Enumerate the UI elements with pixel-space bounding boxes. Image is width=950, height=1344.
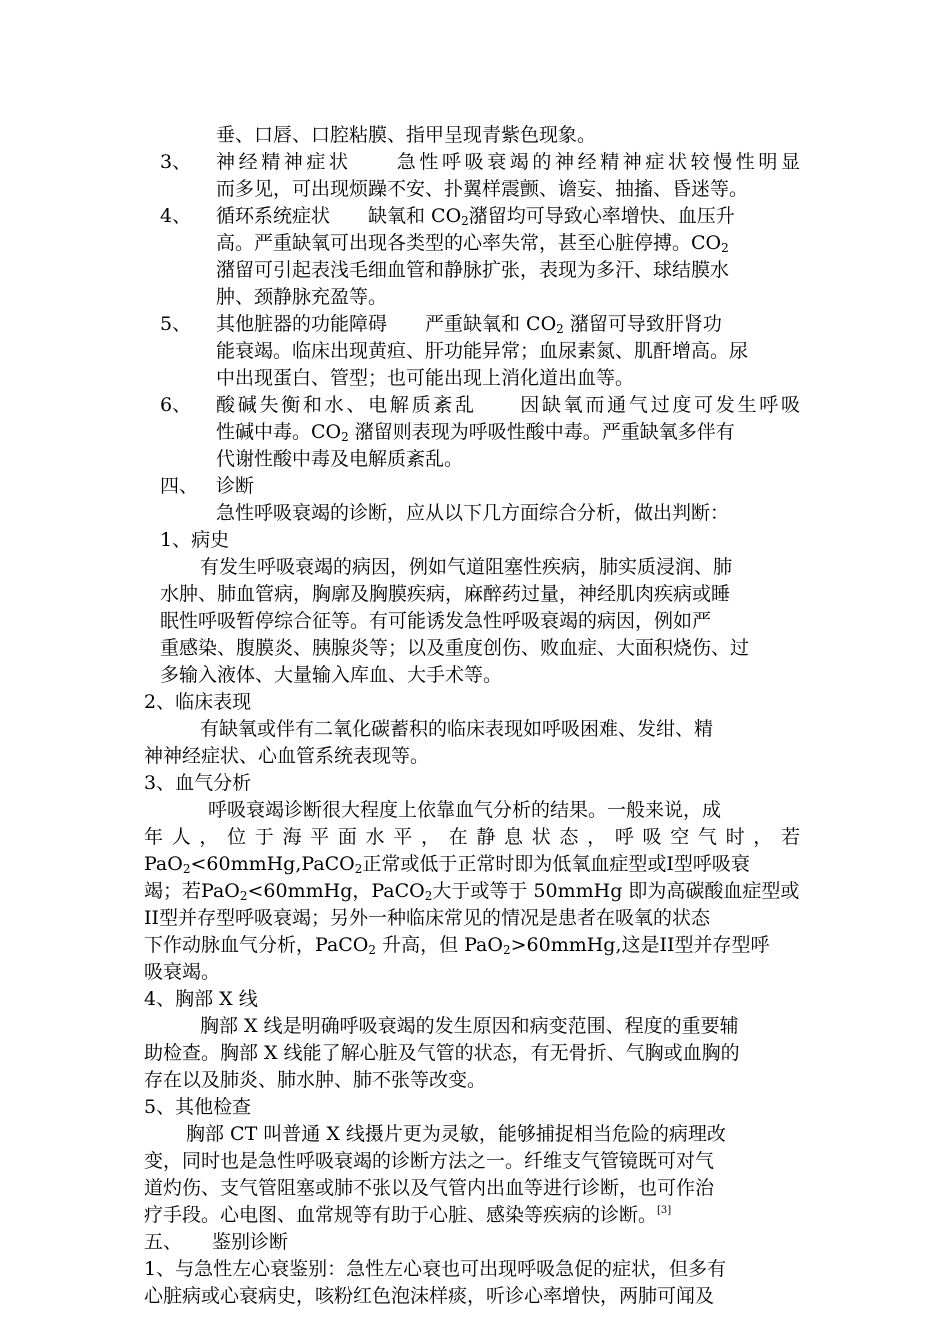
symptom-heading-organs: 其他脏器的功能障碍 严重缺氧和 $CO_2$ 潴留可导致肝肾功 [216, 313, 722, 336]
section-title-diagnosis: 诊断 [216, 475, 255, 497]
paragraph-line: 助检查。胸部 X 线能了解心脏及气管的状态，有无骨折、气胸或血胸的 [144, 1042, 740, 1064]
subsection-heading: 3、血气分析 [144, 772, 252, 794]
symptom-heading-acidbase: 酸碱失衡和水、电解质紊乱 因缺氧而通气过度可发生呼吸 [216, 394, 800, 416]
paragraph-line: 神神经症状、心血管系统表现等。 [144, 745, 430, 767]
subsection-heading: 4、胸部 X 线 [144, 988, 258, 1010]
paragraph-line: 胸部 CT 叫普通 X 线摄片更为灵敏，能够捕捉相当危险的病理改 [186, 1123, 726, 1145]
paragraph-line: 道灼伤、支气管阻塞或肺不张以及气管内出血等进行诊断，也可作治 [144, 1177, 715, 1199]
paragraph-line: 垂、口唇、口腔粘膜、指甲呈现青紫色现象。 [216, 124, 597, 146]
paragraph-line: 肿、颈静脉充盈等。 [216, 286, 388, 308]
paragraph-line: 高。严重缺氧可出现各类型的心率失常，甚至心脏停搏。$CO_2$ [216, 232, 729, 255]
paragraph-line: 呼吸衰竭诊断很大程度上依靠血气分析的结果。一般来说，成 [208, 799, 722, 821]
paragraph-line: 疗手段。心电图、血常规等有助于心脏、感染等疾病的诊断。[3] [144, 1204, 672, 1226]
paragraph-line: 多输入液体、大量输入库血、大手术等。 [160, 664, 503, 686]
paragraph-line: 竭；若PaO$_2$<60mmHg，PaCO$_2$大于或等于 50mmHg 即为高碳酸血症型或 [144, 880, 800, 903]
paragraph-line: 吸衰竭。 [144, 961, 221, 983]
list-number: 5、 [160, 313, 192, 335]
subsection-heading: 1、病史 [160, 529, 230, 551]
subsection-heading: 5、其他检查 [144, 1096, 252, 1118]
paragraph-line: 重感染、腹膜炎、胰腺炎等；以及重度创伤、败血症、大面积烧伤、过 [160, 637, 750, 659]
section-number: 五、 [144, 1231, 183, 1253]
paragraph-line: 能衰竭。临床出现黄疸、肝功能异常；血尿素氮、肌酐增高。尿 [216, 340, 749, 362]
symptom-heading-circulation: 循环系统症状 缺氧和 $CO_2$潴留均可导致心率增快、血压升 [216, 205, 735, 228]
paragraph-line: 代谢性酸中毒及电解质紊乱。 [216, 448, 464, 470]
paragraph-line: 潴留可引起表浅毛细血管和静脉扩张，表现为多汗、球结膜水 [216, 259, 730, 281]
paragraph-line: 存在以及肺炎、肺水肿、肺不张等改变。 [144, 1069, 487, 1091]
paragraph-line: 胸部 X 线是明确呼吸衰竭的发生原因和病变范围、程度的重要辅 [200, 1015, 739, 1037]
paragraph-line: 而多见，可出现烦躁不安、扑翼样震颤、谵妄、抽搐、昏迷等。 [216, 178, 749, 200]
list-number: 4、 [160, 205, 192, 227]
paragraph-line: II型并存型呼吸衰竭；另外一种临床常见的情况是患者在吸氧的状态 [144, 907, 711, 929]
paragraph-line: 眠性呼吸暂停综合征等。有可能诱发急性呼吸衰竭的病因，例如严 [160, 610, 712, 632]
list-number: 3、 [160, 151, 192, 173]
paragraph-line: 1、与急性左心衰鉴别：急性左心衰也可出现呼吸急促的症状，但多有 [144, 1258, 727, 1280]
paragraph-line: 急性呼吸衰竭的诊断，应从以下几方面综合分析，做出判断： [216, 502, 730, 524]
section-number: 四、 [160, 475, 199, 497]
subsection-heading: 2、临床表现 [144, 691, 252, 713]
paragraph-line: PaO$_2$<60mmHg,PaCO$_2$正常或低于正常时即为低氧血症型或I型呼吸衰 [144, 853, 750, 876]
paragraph-line: 有发生呼吸衰竭的病因，例如气道阻塞性疾病，肺实质浸润、肺 [200, 556, 733, 578]
paragraph-line: 性碱中毒。$CO_2$ 潴留则表现为呼吸性酸中毒。严重缺氧多伴有 [216, 421, 735, 444]
paragraph-line: 心脏病或心衰病史，咳粉红色泡沫样痰，听诊心率增快，两肺可闻及 [144, 1285, 715, 1307]
paragraph-line: 年人，位于海平面水平，在静息状态，呼吸空气时，若 [144, 826, 800, 848]
reference-marker: [3] [657, 1205, 672, 1216]
section-title-differential: 鉴别诊断 [212, 1231, 289, 1253]
list-number: 6、 [160, 394, 192, 416]
paragraph-line: 水肿、肺血管病，胸廓及胸膜疾病，麻醉药过量，神经肌肉疾病或睡 [160, 583, 731, 605]
paragraph-line: 中出现蛋白、管型；也可能出现上消化道出血等。 [216, 367, 635, 389]
symptom-heading-neuro: 神经精神症状 急性呼吸衰竭的神经精神症状较慢性明显 [216, 151, 800, 173]
paragraph-line: 有缺氧或伴有二氧化碳蓄积的临床表现如呼吸困难、发绀、精 [200, 718, 714, 740]
paragraph-line: 下作动脉血气分析，PaCO$_2$ 升高，但 PaO$_2$>60mmHg,这是II型并存型呼 [144, 934, 770, 957]
paragraph-line: 变，同时也是急性呼吸衰竭的诊断方法之一。纤维支气管镜既可对气 [144, 1150, 715, 1172]
